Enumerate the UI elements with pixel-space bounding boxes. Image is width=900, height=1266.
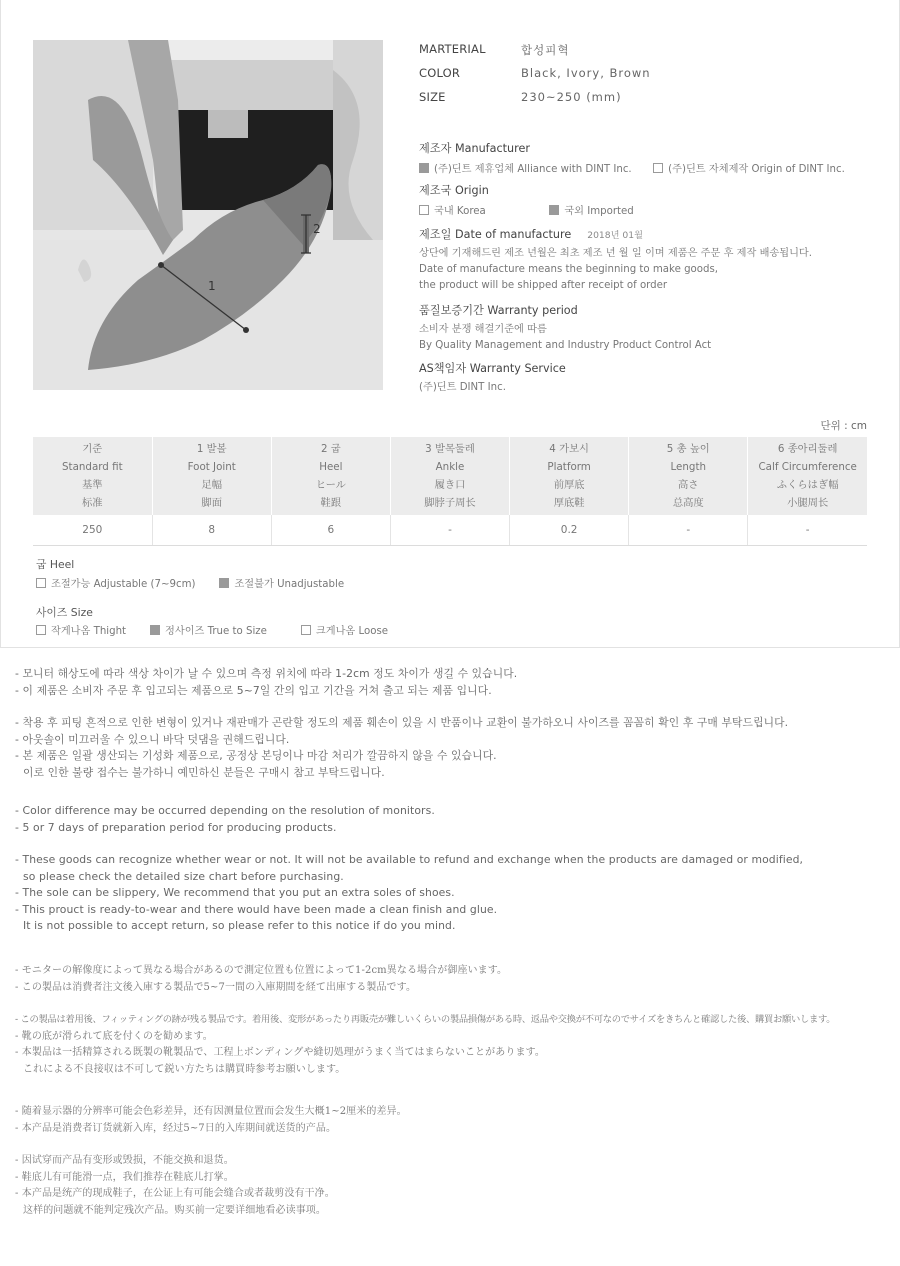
option-adjustable (36, 575, 195, 590)
notes-japanese (15, 963, 895, 1078)
manufacture-date: 2018년 01월 (587, 230, 643, 241)
section-title: 제조자 Manufacturer (419, 142, 530, 155)
note-line: so please check the detailed size chart before purchasing. (23, 869, 344, 883)
section-line: the product will be shipped after receipt of order (419, 280, 668, 291)
origin-section (419, 182, 889, 218)
note-line: - The sole can be slippery, We recommend that you put an extra soles of shoes. (15, 886, 455, 899)
note-line: - 靴の底が滑られて底を付くのを勧めます。 (15, 1030, 213, 1042)
size-table (33, 437, 867, 546)
section-title: 품질보증기간 Warranty period (419, 304, 578, 317)
section-title: AS책임자 Warranty Service (419, 362, 566, 375)
heel-title: 굽 Heel (36, 558, 75, 571)
checkbox-unchecked (653, 163, 663, 173)
note-line: 这样的问题就不能判定残次产品。购买前一定要详细地看必读事项。 (23, 1204, 326, 1216)
section-title (419, 226, 889, 242)
option-origin-dint (653, 160, 845, 175)
option-imported (549, 202, 633, 217)
table-header-cell: 2 굽 Heel ヒール 鞋跟 (271, 437, 390, 515)
note-line: - Color difference may be occurred depending on the resolution of monitors. (15, 804, 435, 817)
spec-key: COLOR (419, 66, 461, 80)
note-line: - 모니터 해상도에 따라 색상 차이가 날 수 있으며 측정 위치에 따라 1-2cm 정도 차이가 생길 수 있습니다. (15, 667, 518, 680)
note-line: - This prouct is ready-to-wear and there would have been made a clean finish and glue. (15, 902, 498, 916)
checkbox-unchecked (419, 205, 429, 215)
spec-value: 합성피혁 (521, 43, 570, 57)
option-label: 크게나옴 Loose (315, 626, 389, 637)
option-label: (주)딘트 자체제작 Origin of DINT Inc. (668, 164, 845, 175)
note-line: - 本产品是消费者订货就新入库，经过5~7日的入库期间就送货的产品。 (15, 1122, 337, 1134)
note-line: - 아웃솔이 미끄러울 수 있으니 바닥 덧댐을 권해드립니다. (15, 732, 290, 746)
option-alliance (419, 160, 632, 175)
option-loose (301, 622, 388, 637)
table-cell: 8 (152, 515, 271, 545)
notes-korean (15, 666, 895, 781)
section-line: 소비자 분쟁 해결기준에 따름 (419, 324, 547, 335)
checkbox-unchecked (36, 578, 46, 588)
note-line: - 5 or 7 days of preparation period for producing products. (15, 820, 337, 834)
spec-row-color (419, 64, 879, 88)
section-line: (주)딘트 DINT Inc. (419, 382, 506, 393)
option-label: 조절가능 Adjustable (7~9cm) (51, 579, 196, 590)
note-line: - 随着显示器的分辨率可能会色彩差异，还有因测量位置而会发生大概1~2厘米的差异。 (15, 1106, 407, 1117)
table-row (33, 515, 867, 545)
note-line: - この製品は着用後、フィッティングの跡が残る製品です。着用後、変形があったり再販売が難しいくらいの製品損傷がある時、返品や交換が不可なのでサイズをきちんと確認した後、購買お願いします。 (15, 1014, 836, 1025)
option-unadjustable (219, 575, 344, 590)
checkbox-checked (219, 578, 229, 588)
unit-label: 단위 : cm (820, 420, 867, 432)
note-line: It is not possible to accept return, so please refer to this notice if do you mind. (23, 919, 456, 932)
note-line: - 이 제품은 소비자 주문 후 입고되는 제품으로 5~7일 간의 입고 기간을 거쳐 출고 되는 제품 입니다. (15, 683, 492, 697)
option-label: 국외 Imported (564, 206, 634, 217)
table-cell: 250 (33, 515, 152, 545)
table-cell: 0.2 (510, 515, 629, 545)
option-label: 작게나옴 Thight (51, 626, 127, 637)
table-cell: - (748, 515, 867, 545)
spec-value: 230~250 (mm) (521, 90, 622, 104)
note-line: - 鞋底儿有可能滑一点，我们推荐在鞋底儿打掌。 (15, 1171, 234, 1183)
section-title-text: 제조일 Date of manufacture (419, 228, 572, 241)
table-cell: 6 (271, 515, 390, 545)
table-header-cell: 1 발볼 Foot Joint 足幅 脚面 (152, 437, 271, 515)
section-title: 제조국 Origin (419, 184, 489, 197)
note-line: - この製品は消費者注文後入庫する製品で5~7一間の入庫期間を経て出庫する製品です。 (15, 981, 417, 993)
option-label: 조절불가 Unadjustable (234, 579, 345, 590)
section-line: Date of manufacture means the beginning to make goods, (419, 264, 719, 275)
section-line: 상단에 기재해드린 제조 년월은 최초 제조 년 월 일 이며 제품은 주문 후 제작 배송됩니다. (419, 248, 813, 259)
option-label: (주)딘트 제휴업체 Alliance with DINT Inc. (434, 164, 632, 175)
date-of-manufacture-section (419, 226, 889, 294)
spec-row-material (419, 40, 879, 64)
spec-key: SIZE (419, 90, 446, 104)
table-header-cell: 기준 Standard fit 基準 标准 (33, 437, 152, 515)
shoe-illustration (33, 40, 383, 390)
spec-value: Black, Ivory, Brown (521, 66, 651, 80)
warranty-service-section (419, 360, 889, 396)
note-line: - 本製品は一括精算される既製の靴製品で、工程上ボンディングや縫切処理がうまく当てはまらないことがあります。 (15, 1047, 545, 1058)
spec-list (419, 40, 879, 112)
note-line: - 착용 후 피팅 흔적으로 인한 변형이 있거나 재판매가 곤란할 정도의 제품 훼손이 있을 시 반품이나 교환이 불가하오니 사이즈를 꼼꼼히 확인 후 구매 부탁드립니다. (15, 716, 789, 729)
fit-title: 사이즈 Size (36, 606, 93, 619)
manufacturer-section (419, 140, 889, 176)
spec-key: MARTERIAL (419, 42, 486, 56)
notes-english (15, 803, 895, 935)
checkbox-unchecked (36, 625, 46, 635)
measure-label-2: 2 (313, 222, 321, 236)
note-line: - モニターの解像度によって異なる場合があるので測定位置も位置によって1-2cm異なる場合が御座います。 (15, 965, 508, 976)
option-true-to-size (150, 622, 267, 637)
note-line: - 因试穿而产品有变形或毁损，不能交换和退货。 (15, 1155, 234, 1166)
option-label: 국내 Korea (434, 206, 486, 217)
checkbox-checked (549, 205, 559, 215)
fit-options (36, 622, 406, 637)
table-cell: - (629, 515, 748, 545)
measure-label-1: 1 (208, 279, 216, 293)
product-photo (33, 40, 383, 390)
note-line: - 本产品是统产的现成鞋子，在公证上有可能会缝合或者裁剪没有干净。 (15, 1188, 335, 1199)
section-line: By Quality Management and Industry Product Control Act (419, 340, 712, 351)
checkbox-unchecked (301, 625, 311, 635)
option-tight (36, 622, 126, 637)
heel-options (36, 575, 362, 590)
checkbox-checked (419, 163, 429, 173)
option-label: 정사이즈 True to Size (165, 626, 267, 637)
spec-row-size (419, 88, 879, 112)
table-header-cell: 4 가보시 Platform 前厚底 厚底鞋 (510, 437, 629, 515)
note-line: - These goods can recognize whether wear or not. It will not be available to refund and exchange when the products are damaged or modified, (15, 853, 804, 866)
note-line: これによる不良接収は不可して鋭い方たちは購買時参考お願いします。 (23, 1063, 346, 1075)
table-header-cell: 5 총 높이 Length 高さ 总高度 (629, 437, 748, 515)
warranty-period-section (419, 302, 889, 354)
notes-chinese (15, 1104, 895, 1219)
option-korea (419, 202, 486, 217)
note-line: - 본 제품은 일괄 생산되는 기성화 제품으로, 공정상 본딩이나 마감 처리가 깔끔하지 않을 수 있습니다. (15, 749, 497, 762)
table-header-row (33, 437, 867, 515)
table-header-cell: 3 발목둘레 Ankle 履き口 脚脖子周长 (390, 437, 509, 515)
table-cell: - (390, 515, 509, 545)
checkbox-checked (150, 625, 160, 635)
note-line: 이로 인한 불량 접수는 불가하니 예민하신 분들은 구매시 참고 부탁드립니다. (23, 765, 385, 779)
table-header-cell: 6 종아리둘레 Calf Circumference ふくらはぎ幅 小腿周长 (748, 437, 867, 515)
